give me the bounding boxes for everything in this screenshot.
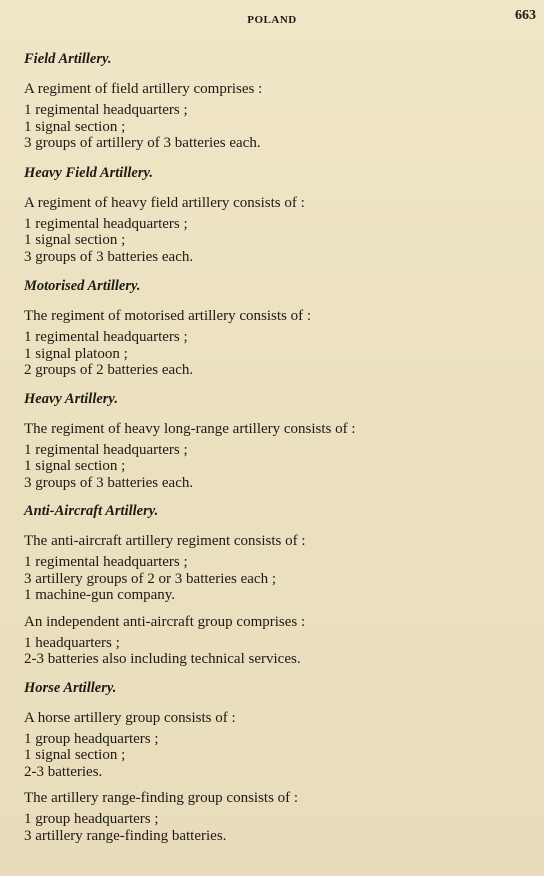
list-item: 1 regimental headquarters ;	[24, 329, 188, 345]
section-intro: A regiment of field artillery comprises :	[24, 81, 263, 97]
list-item: 2-3 batteries also including technical services.	[24, 651, 301, 667]
page-content	[24, 50, 524, 854]
list-item: 3 groups of 3 batteries each.	[24, 248, 194, 265]
section-title: Anti-Aircraft Artillery.	[24, 503, 159, 519]
list-item: 1 regimental headquarters ;	[24, 102, 188, 118]
section-title: Horse Artillery.	[24, 679, 117, 696]
list-item: 1 headquarters ;	[24, 634, 120, 651]
list-item: 1 group headquarters ;	[24, 811, 159, 827]
section-intro: The regiment of heavy long-range artillery consists of :	[24, 420, 356, 437]
section-intro: The artillery range-finding group consists of :	[24, 790, 299, 806]
list-item: 3 artillery range-finding batteries.	[24, 827, 227, 844]
list-item: 1 signal section ;	[24, 232, 126, 248]
section-title: Field Artillery.	[24, 51, 112, 67]
list-item: 1 group headquarters ;	[24, 730, 159, 747]
independent-aa-group	[24, 613, 524, 668]
list-item: 1 regimental headquarters ;	[24, 554, 188, 570]
section-intro: The regiment of motorised artillery consists of :	[24, 308, 312, 324]
section-field-artillery	[24, 50, 524, 152]
section-intro: A horse artillery group consists of :	[24, 709, 236, 726]
list-item: 3 artillery groups of 2 or 3 batteries each ;	[24, 570, 276, 587]
list-item: 1 signal section ;	[24, 458, 126, 474]
list-item: 1 signal platoon ;	[24, 345, 128, 362]
list-item: 3 groups of 3 batteries each.	[24, 474, 194, 491]
section-anti-aircraft-artillery	[24, 502, 524, 668]
section-intro: The anti-aircraft artillery regiment consists of :	[24, 533, 306, 549]
section-intro: A regiment of heavy field artillery consists of :	[24, 194, 305, 211]
list-item: 2-3 batteries.	[24, 763, 103, 780]
running-title: POLAND	[247, 14, 297, 26]
list-item: 2 groups of 2 batteries each.	[24, 362, 194, 378]
list-item: 1 signal section ;	[24, 118, 126, 135]
list-item: 1 regimental headquarters ;	[24, 441, 188, 458]
list-item: 1 regimental headquarters ;	[24, 215, 188, 232]
section-heavy-artillery	[24, 390, 524, 492]
section-title: Heavy Field Artillery.	[24, 164, 153, 181]
list-item: 1 signal section ;	[24, 747, 126, 763]
section-title: Heavy Artillery.	[24, 390, 118, 407]
page-number: 663	[515, 8, 536, 23]
section-horse-artillery	[24, 679, 524, 845]
list-item: 1 machine-gun company.	[24, 587, 176, 603]
section-heavy-field-artillery	[24, 164, 524, 266]
range-finding-group	[24, 789, 524, 844]
list-item: 3 groups of artillery of 3 batteries each.	[24, 135, 261, 151]
section-title: Motorised Artillery.	[24, 278, 141, 294]
section-motorised-artillery	[24, 277, 524, 379]
section-intro: An independent anti-aircraft group comprises :	[24, 613, 306, 630]
